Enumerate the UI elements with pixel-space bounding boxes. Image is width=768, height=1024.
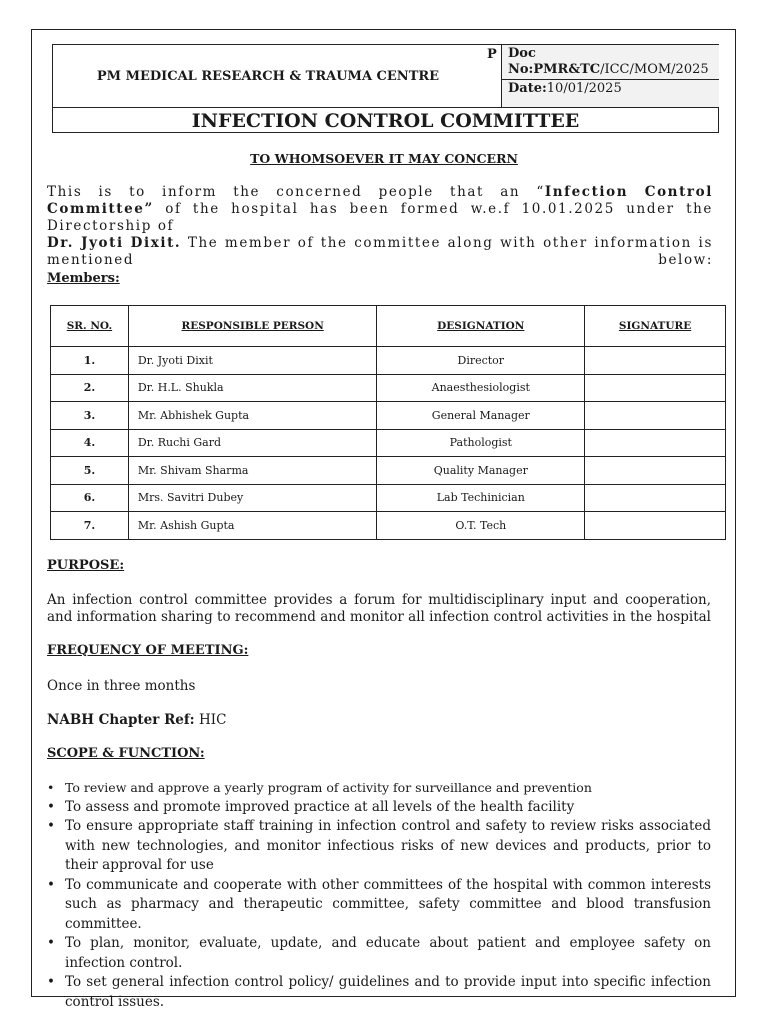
signature-cell [585, 512, 726, 540]
concern-heading: TO WHOMSOEVER IT MAY CONCERN [250, 151, 518, 166]
intro-paragraph [47, 184, 713, 269]
list-item [47, 817, 711, 876]
table-row [51, 347, 726, 375]
doc-label: Doc No: [508, 46, 536, 77]
person-cell: Mr. Ashish Gupta [128, 512, 377, 540]
doc-date [501, 80, 719, 107]
person-cell: Dr. Ruchi Gard [128, 429, 377, 457]
col-header-sr: SR. NO. [51, 306, 129, 347]
doc-code-bold: PMR&TC [533, 62, 601, 77]
date-value: 10/01/2025 [546, 81, 622, 96]
table-row [51, 402, 726, 430]
sr-cell: 4. [51, 429, 129, 457]
header-p-mark: P [487, 47, 497, 62]
signature-cell [585, 374, 726, 402]
nabh-value: HIC [198, 712, 227, 728]
members-table [50, 305, 726, 540]
designation-cell: Pathologist [377, 429, 585, 457]
signature-cell [585, 347, 726, 375]
person-cell: Dr. Jyoti Dixit [128, 347, 377, 375]
table-row [51, 512, 726, 540]
designation-cell: O.T. Tech [377, 512, 585, 540]
scope-item-text: To review and approve a yearly program of activity for surveillance and prevention [65, 780, 592, 795]
designation-cell: General Manager [377, 402, 585, 430]
members-heading: Members: [47, 271, 120, 286]
purpose-heading: PURPOSE: [47, 558, 125, 573]
table-row [51, 429, 726, 457]
person-cell: Mr. Abhishek Gupta [128, 402, 377, 430]
bullet-icon: • [47, 935, 55, 951]
frequency-text: Once in three months [47, 678, 196, 694]
bullet-icon: • [47, 780, 55, 795]
nabh-reference [47, 712, 711, 729]
designation-cell: Quality Manager [377, 457, 585, 485]
bullet-icon: • [47, 818, 55, 834]
col-header-designation: DESIGNATION [377, 306, 585, 347]
scope-item-text: To assess and promote improved practice at all levels of the health facility [65, 798, 575, 815]
sr-cell: 7. [51, 512, 129, 540]
sr-cell: 5. [51, 457, 129, 485]
frequency-heading: FREQUENCY OF MEETING: [47, 643, 249, 658]
doc-code-rest: /ICC/MOM/2025 [600, 62, 709, 77]
scope-item-text: To plan, monitor, evaluate, update, and educate about patient and employee safety on infection control. [65, 935, 711, 971]
intro-part1: This is to inform the concerned people that an “ [47, 184, 545, 200]
bullet-icon: • [47, 974, 55, 990]
scope-item-text: To ensure appropriate staff training in infection control and safety to review risks associated with new technologies, and monitor infectious risks of new devices and products, prior to their approval for use [65, 818, 711, 873]
intro-part3: The member of the committee along with other information is mentioned below: [47, 235, 713, 268]
list-item [47, 876, 711, 935]
designation-cell: Director [377, 347, 585, 375]
sr-cell: 3. [51, 402, 129, 430]
sr-cell: 1. [51, 347, 129, 375]
list-item [47, 778, 711, 798]
scope-item-text: To set general infection control policy/ guidelines and to provide input into specific infection control issues. [65, 974, 711, 1010]
table-header-row [51, 306, 726, 347]
list-item [47, 973, 711, 1012]
sr-cell: 2. [51, 374, 129, 402]
designation-cell: Anaesthesiologist [377, 374, 585, 402]
table-row [51, 484, 726, 512]
bullet-icon: • [47, 798, 55, 815]
signature-cell [585, 457, 726, 485]
director-name: Dr. Jyoti Dixit. [47, 235, 182, 251]
scope-item-text: To communicate and cooperate with other committees of the hospital with common interests such as pharmacy and therapeutic committee, safety committee and blood transfusion committee. [65, 876, 711, 932]
col-header-person: RESPONSIBLE PERSON [128, 306, 377, 347]
table-row [51, 374, 726, 402]
scope-list [47, 778, 711, 1012]
sr-cell: 6. [51, 484, 129, 512]
date-label: Date: [508, 81, 547, 96]
scope-heading: SCOPE & FUNCTION: [47, 746, 205, 761]
purpose-text: An infection control committee provides a forum for multidisciplinary input and cooperation, and information sharing to recommend and monitor all infection control activities in the hospital [47, 592, 711, 625]
col-header-signature: SIGNATURE [585, 306, 726, 347]
document-title: INFECTION CONTROL COMMITTEE [53, 107, 718, 133]
signature-cell [585, 402, 726, 430]
person-cell: Mr. Shivam Sharma [128, 457, 377, 485]
list-item [47, 798, 711, 818]
committee-name: Infection Control Committee” [47, 184, 713, 217]
signature-cell [585, 484, 726, 512]
document-header [52, 44, 719, 133]
doc-number [501, 45, 719, 80]
table-row [51, 457, 726, 485]
signature-cell [585, 429, 726, 457]
nabh-label: NABH Chapter Ref: [47, 712, 195, 728]
person-cell: Mrs. Savitri Dubey [128, 484, 377, 512]
intro-part2: of the hospital has been formed w.e.f 10.01.2025 under the Directorship of [47, 201, 713, 234]
person-cell: Dr. H.L. Shukla [128, 374, 377, 402]
list-item [47, 934, 711, 973]
designation-cell: Lab Techinician [377, 484, 585, 512]
bullet-icon: • [47, 876, 55, 893]
organization-name: PM MEDICAL RESEARCH & TRAUMA CENTRE [96, 68, 440, 84]
